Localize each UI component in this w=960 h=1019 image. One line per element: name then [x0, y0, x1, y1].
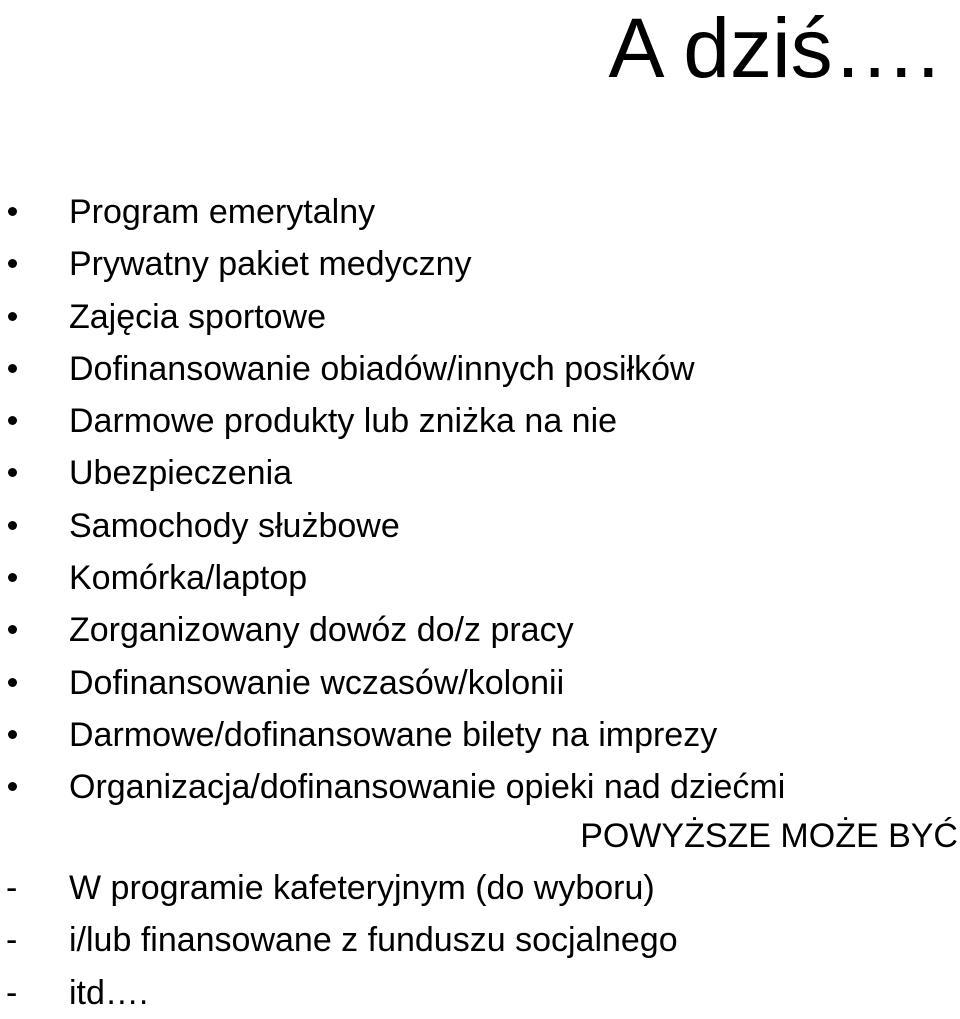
bullet-icon [8, 416, 17, 425]
bullet-icon [8, 364, 17, 373]
dash-icon: - [6, 869, 18, 907]
bullet-icon [8, 782, 17, 791]
list-item-text: W programie kafeteryjnym (do wyboru) [69, 869, 655, 907]
bullet-icon [8, 312, 17, 321]
list-item-text: Darmowe/dofinansowane bilety na imprezy [69, 715, 718, 754]
list-item-text: itd…. [69, 973, 149, 1012]
list-item-text: Samochody służbowe [69, 506, 400, 545]
bullet-icon [8, 259, 17, 268]
bullet-icon [8, 521, 17, 530]
list-item-text: Ubezpieczenia [69, 454, 293, 493]
list-item-text: i/lub finansowane z funduszu socjalnego [69, 921, 678, 960]
list-item-text: Zajęcia sportowe [69, 297, 327, 336]
list-item-text: Program emerytalny [69, 193, 376, 231]
bullet-icon [8, 678, 17, 687]
bullet-icon [8, 730, 17, 739]
slide-title: A dziś…. [608, 1, 940, 95]
list-item-text: Prywatny pakiet medyczny [69, 245, 472, 284]
list-item-text: Zorganizowany dowóz do/z pracy [69, 611, 574, 650]
list-item-text: Dofinansowanie obiadów/innych posiłków [69, 349, 695, 388]
bullet-icon [8, 207, 17, 216]
list-item-text: Komórka/laptop [69, 559, 308, 598]
bullet-icon [8, 468, 17, 477]
list-item-text: Organizacja/dofinansowanie opieki nad dziećmi [69, 768, 786, 807]
dash-icon: - [6, 973, 18, 1012]
dash-icon: - [6, 921, 18, 960]
bullet-icon [8, 625, 17, 634]
list-item-text: Dofinansowanie wczasów/kolonii [69, 663, 565, 702]
summary-note: POWYŻSZE MOŻE BYĆ [580, 817, 958, 855]
bullet-icon [8, 573, 17, 582]
list-item-text: Darmowe produkty lub zniżka na nie [69, 402, 618, 441]
